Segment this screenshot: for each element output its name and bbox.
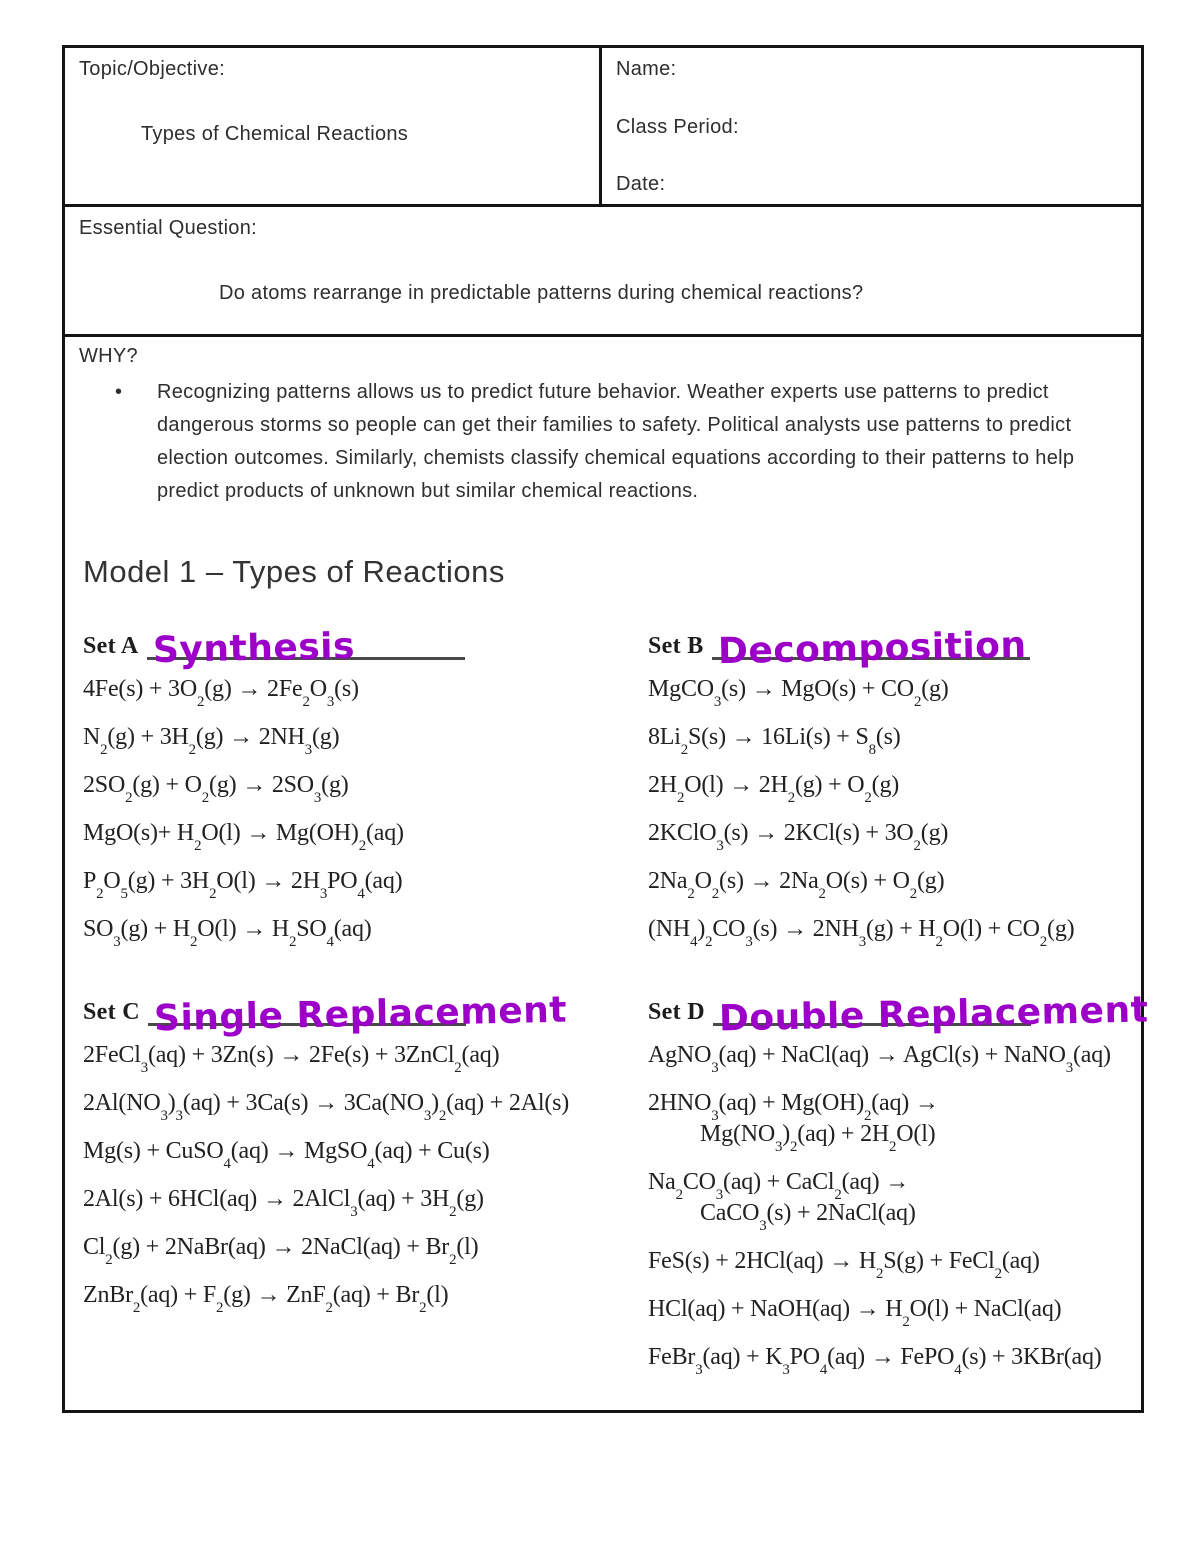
set-header bbox=[648, 974, 1149, 1040]
chemical-equation: MgCO$_3$(s) → $MgO(s) + CO_2(g)$ bbox=[648, 676, 949, 710]
essential-question-text: Do atoms rearrange in predictable patterns during chemical reactions? bbox=[219, 282, 864, 304]
name-label: Name: bbox=[616, 58, 677, 80]
topic-title: Types of Chemical Reactions bbox=[141, 123, 409, 145]
answer-blank-line bbox=[147, 620, 465, 672]
chemical-equation: FeBr$_3$(aq) + $K_3PO_4(aq)$ → FePO$_4$(s) + 3KBr(aq) bbox=[648, 1344, 1102, 1378]
chemical-equation: $Cl_2(g)$ + 2NaBr(aq) → 2NaCl(aq) + $Br_2(l)$ bbox=[83, 1234, 479, 1268]
chemical-equation: 2FeCl$_3$(aq) + 3Zn(s) → 2Fe(s) + 3ZnCl$_2$(aq) bbox=[83, 1042, 500, 1076]
chemical-equation: $SO_3(g) + H_2O(l) \to H_2SO_4(aq)$ bbox=[83, 916, 372, 950]
chemical-equation: $2Al(NO_3)_3(aq) + 3Ca(s) \to 3Ca(NO_3)_2(aq) + 2Al(s)$ bbox=[83, 1090, 570, 1124]
why-bullet-text: Recognizing patterns allows us to predict future behavior. Weather experts use patterns to predict dangerous storms so people can get their families to safety. Political analysts use patterns to predict election outcomes. Similarly, chemists classify chemical equations according to their patterns to help predict products of unknown but similar chemical reactions. bbox=[157, 381, 1075, 502]
chemical-equation: $4Fe(s) + 3O_2(g) \to 2Fe_2O_3(s)$ bbox=[83, 676, 359, 710]
essential-question-label: Essential Question: bbox=[79, 217, 258, 239]
set-header bbox=[648, 608, 1127, 673]
chemical-equation: $2Na_2O_2(s) \to 2Na_2O(s) + O_2(g)$ bbox=[648, 868, 945, 902]
answer-blank-line bbox=[148, 986, 568, 1040]
name-cell bbox=[602, 48, 1141, 204]
chemical-equation: HCl(aq) + NaOH(aq) → $H_2O(l)$ + NaCl(aq) bbox=[648, 1296, 1062, 1330]
model1-sets bbox=[83, 596, 1149, 1390]
chemical-equation: $2H_2O(l) \to 2H_2(g) + O_2(g)$ bbox=[648, 772, 900, 806]
set-label: Set A bbox=[83, 633, 139, 659]
set-c bbox=[83, 962, 648, 1390]
why-bullet-item bbox=[115, 376, 1100, 508]
class-period-label: Class Period: bbox=[616, 115, 739, 138]
chemical-equation: Mg(s) + CuSO$_4$(aq) → MgSO$_4$(aq) + Cu(s) bbox=[83, 1138, 490, 1172]
answer-blank-line bbox=[712, 620, 1030, 673]
handwritten-answer: Decomposition bbox=[717, 624, 1027, 673]
chemical-equation: $MgO(s)+ H_2O(l) \to Mg(OH)_2(aq)$ bbox=[83, 820, 404, 854]
chemical-equation: $2HNO_3(aq) + Mg(OH)_2(aq)$ → $Mg(NO_3)_2(aq) + 2H_2O(l)$ bbox=[648, 1090, 939, 1155]
chemical-equation: $Na_2CO_3(aq)$ + CaCl$_2$(aq) → CaCO$_3$(s) + 2NaCl(aq) bbox=[648, 1169, 916, 1234]
chemical-equation: ZnBr$_2$(aq) + $F_2(g) \to ZnF_2(aq) + Br_2(l)$ bbox=[83, 1282, 449, 1316]
chemical-equation: $(NH_4)_2CO_3(s) \to 2NH_3(g) + H_2O(l) + CO_2(g)$ bbox=[648, 916, 1075, 950]
why-label: WHY? bbox=[79, 345, 138, 367]
header-row bbox=[65, 48, 1141, 207]
set-label: Set D bbox=[648, 999, 705, 1025]
chemical-equation: $8Li_2S(s) \to 16Li(s) + S_8(s)$ bbox=[648, 724, 901, 758]
date-label: Date: bbox=[616, 173, 666, 195]
set-label: Set C bbox=[83, 999, 140, 1025]
chemical-equation: $2SO_2(g) + O_2(g) \to 2SO_3(g)$ bbox=[83, 772, 349, 806]
bullet-icon: • bbox=[115, 381, 123, 403]
handwritten-answer: Double Replacement bbox=[718, 989, 1149, 1040]
set-header bbox=[83, 974, 648, 1040]
chemical-equation: $FeS(s) + 2HCl(aq) \to H_2S(g)$ + FeCl$_2$(aq) bbox=[648, 1248, 1040, 1282]
set-d bbox=[648, 962, 1149, 1390]
worksheet-table bbox=[62, 45, 1149, 1413]
topic-objective-label: Topic/Objective: bbox=[79, 58, 225, 80]
handwritten-answer: Synthesis bbox=[152, 625, 355, 672]
set-b bbox=[648, 596, 1127, 962]
model1-heading: Model 1 – Types of Reactions bbox=[83, 554, 505, 589]
chemical-equation: $P_2O_5(g) + 3H_2O(l) \to 2H_3PO_4(aq)$ bbox=[83, 868, 403, 902]
answer-blank-line bbox=[713, 986, 1149, 1040]
chemical-equation: 2Al(s) + 6HCl(aq) → 2AlCl$_3$(aq) + $3H_2(g)$ bbox=[83, 1186, 484, 1220]
set-a bbox=[83, 596, 648, 962]
set-header bbox=[83, 608, 648, 672]
handwritten-answer: Single Replacement bbox=[153, 989, 568, 1040]
chemical-equation: 2KClO$_3$(s) → $2KCl(s) + 3O_2(g)$ bbox=[648, 820, 949, 854]
chemical-equation: $N_2(g) + 3H_2(g) \to 2NH_3(g)$ bbox=[83, 724, 340, 758]
topic-objective-cell bbox=[65, 48, 602, 204]
set-label: Set B bbox=[648, 633, 704, 659]
why-cell bbox=[65, 337, 1149, 1410]
essential-question-cell bbox=[65, 207, 1141, 337]
chemical-equation: AgNO$_3$(aq) + NaCl(aq) → AgCl(s) + NaNO$_3$(aq) bbox=[648, 1042, 1111, 1076]
